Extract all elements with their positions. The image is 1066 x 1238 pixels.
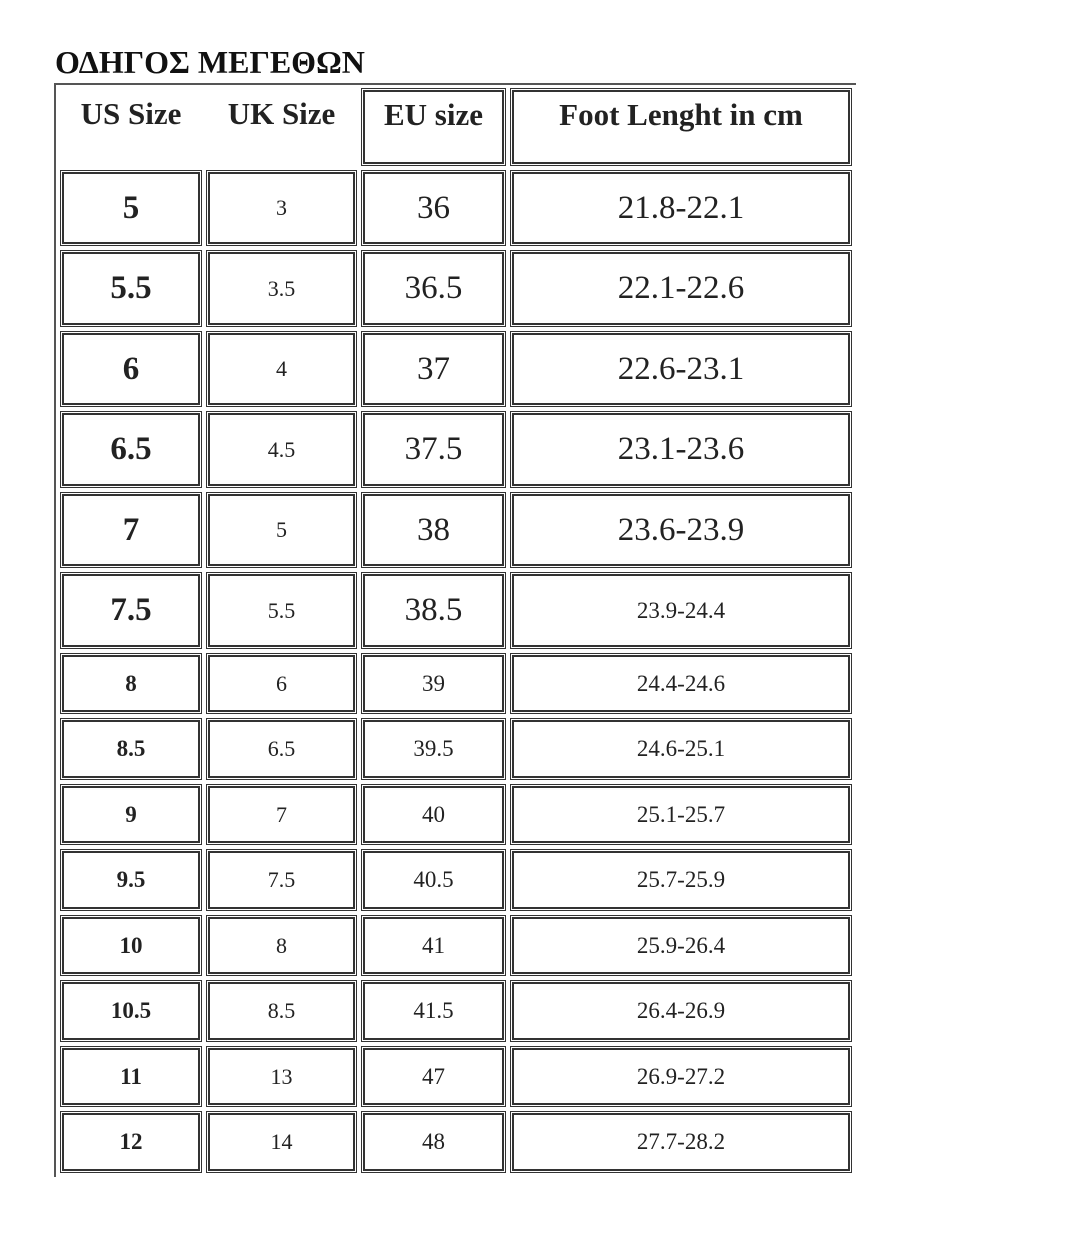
- cell-us-size: 12: [60, 1111, 202, 1173]
- cell-uk-size: 3.5: [206, 250, 357, 327]
- cell-foot-length: 24.4-24.6: [510, 653, 852, 714]
- cell-uk-size: 6: [206, 653, 357, 714]
- cell-uk-size: 4.5: [206, 411, 357, 488]
- cell-eu-size: 39.5: [361, 718, 506, 780]
- header-uk-size: UK Size: [227, 96, 336, 131]
- header-eu-size: EU size: [361, 88, 506, 166]
- cell-us-size: 9: [60, 784, 202, 845]
- cell-foot-length: 23.6-23.9: [510, 492, 852, 568]
- cell-eu-size: 39: [361, 653, 506, 714]
- page-title: ΟΔΗΓΟΣ ΜΕΓΕΘΩΝ: [55, 44, 365, 80]
- cell-foot-length: 23.1-23.6: [510, 411, 852, 488]
- cell-eu-size: 38.5: [361, 572, 506, 649]
- cell-foot-length: 25.7-25.9: [510, 849, 852, 911]
- cell-us-size: 7.5: [60, 572, 202, 649]
- cell-foot-length: 21.8-22.1: [510, 170, 852, 246]
- cell-eu-size: 36.5: [361, 250, 506, 327]
- cell-uk-size: 7.5: [206, 849, 357, 911]
- cell-uk-size: 14: [206, 1111, 357, 1173]
- cell-foot-length: 23.9-24.4: [510, 572, 852, 649]
- cell-foot-length: 22.1-22.6: [510, 250, 852, 327]
- cell-us-size: 10: [60, 915, 202, 976]
- cell-uk-size: 13: [206, 1046, 357, 1107]
- cell-us-size: 6: [60, 331, 202, 407]
- cell-eu-size: 47: [361, 1046, 506, 1107]
- cell-uk-size: 8: [206, 915, 357, 976]
- cell-eu-size: 36: [361, 170, 506, 246]
- cell-uk-size: 6.5: [206, 718, 357, 780]
- cell-us-size: 9.5: [60, 849, 202, 911]
- cell-us-size: 8.5: [60, 718, 202, 780]
- cell-eu-size: 41.5: [361, 980, 506, 1042]
- cell-uk-size: 8.5: [206, 980, 357, 1042]
- cell-us-size: 7: [60, 492, 202, 568]
- cell-us-size: 5: [60, 170, 202, 246]
- cell-foot-length: 22.6-23.1: [510, 331, 852, 407]
- cell-foot-length: 25.9-26.4: [510, 915, 852, 976]
- cell-uk-size: 3: [206, 170, 357, 246]
- cell-eu-size: 48: [361, 1111, 506, 1173]
- cell-uk-size: 5: [206, 492, 357, 568]
- cell-us-size: 11: [60, 1046, 202, 1107]
- cell-uk-size: 4: [206, 331, 357, 407]
- cell-uk-size: 7: [206, 784, 357, 845]
- cell-foot-length: 26.9-27.2: [510, 1046, 852, 1107]
- cell-eu-size: 40: [361, 784, 506, 845]
- cell-eu-size: 37: [361, 331, 506, 407]
- cell-us-size: 8: [60, 653, 202, 714]
- header-foot-length: Foot Lenght in cm: [510, 88, 852, 166]
- cell-us-size: 10.5: [60, 980, 202, 1042]
- cell-eu-size: 40.5: [361, 849, 506, 911]
- cell-foot-length: 26.4-26.9: [510, 980, 852, 1042]
- header-us-size: US Size: [80, 96, 182, 131]
- cell-foot-length: 25.1-25.7: [510, 784, 852, 845]
- cell-eu-size: 37.5: [361, 411, 506, 488]
- cell-us-size: 6.5: [60, 411, 202, 488]
- cell-foot-length: 24.6-25.1: [510, 718, 852, 780]
- cell-uk-size: 5.5: [206, 572, 357, 649]
- cell-us-size: 5.5: [60, 250, 202, 327]
- cell-foot-length: 27.7-28.2: [510, 1111, 852, 1173]
- cell-eu-size: 38: [361, 492, 506, 568]
- cell-eu-size: 41: [361, 915, 506, 976]
